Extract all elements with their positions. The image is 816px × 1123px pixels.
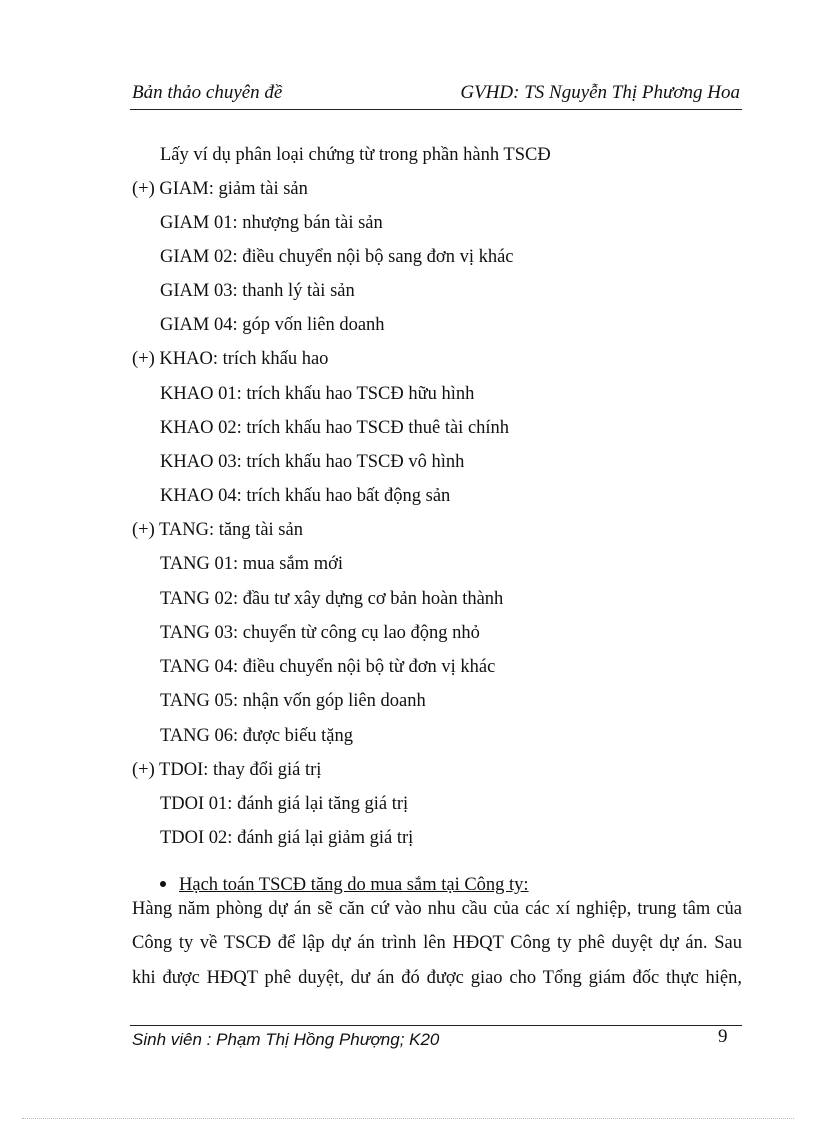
list-item: GIAM 03: thanh lý tài sản [160, 281, 355, 301]
paragraph-line: Công ty về TSCĐ để lập dự án trình lên HĐQT Công ty phê duyệt dự án. Sau [132, 933, 742, 953]
list-item: TANG 03: chuyển từ công cụ lao động nhỏ [160, 623, 480, 643]
category-giam: (+) GIAM: giảm tài sản [132, 179, 308, 199]
section-heading-text: Hạch toán TSCĐ tăng do mua sắm tại Công ty: [179, 875, 529, 895]
list-item: TANG 05: nhận vốn góp liên doanh [160, 691, 426, 711]
list-item: KHAO 01: trích khấu hao TSCĐ hữu hình [160, 384, 475, 404]
footer-divider [130, 1025, 742, 1026]
list-item: KHAO 04: trích khấu hao bất động sản [160, 486, 451, 506]
page-edge [22, 1118, 794, 1119]
header-supervisor: GVHD: TS Nguyễn Thị Phương Hoa [460, 82, 740, 103]
header-title: Bản thảo chuyên đề [132, 82, 283, 103]
intro-line: Lấy ví dụ phân loại chứng từ trong phần hành TSCĐ [160, 145, 551, 165]
category-tang: (+) TANG: tăng tài sản [132, 520, 303, 540]
bullet-icon [160, 881, 166, 887]
list-item: TANG 06: được biếu tặng [160, 726, 354, 746]
footer-student: Sinh viên : Phạm Thị Hồng Phượng; K20 [132, 1030, 440, 1049]
header-divider [130, 109, 742, 110]
list-item: KHAO 03: trích khấu hao TSCĐ vô hình [160, 452, 465, 472]
paragraph-line: Hàng năm phòng dự án sẽ căn cứ vào nhu cầu của các xí nghiệp, trung tâm của [132, 899, 742, 919]
list-item: TANG 02: đầu tư xây dựng cơ bản hoàn thành [160, 589, 504, 609]
page-number: 9 [718, 1026, 728, 1047]
list-item: TDOI 01: đánh giá lại tăng giá trị [160, 794, 409, 814]
list-item: TDOI 02: đánh giá lại giảm giá trị [160, 828, 414, 848]
list-item: GIAM 04: góp vốn liên doanh [160, 315, 385, 335]
list-item: TANG 04: điều chuyển nội bộ từ đơn vị khác [160, 657, 496, 677]
paragraph-line: khi được HĐQT phê duyệt, dư án đó được giao cho Tổng giám đốc thực hiện, [132, 968, 742, 988]
category-tdoi: (+) TDOI: thay đổi giá trị [132, 760, 322, 780]
category-khao: (+) KHAO: trích khấu hao [132, 349, 329, 369]
list-item: GIAM 01: nhượng bán tài sản [160, 213, 383, 233]
list-item: KHAO 02: trích khấu hao TSCĐ thuê tài chính [160, 418, 510, 438]
list-item: GIAM 02: điều chuyển nội bộ sang đơn vị khác [160, 247, 514, 267]
list-item: TANG 01: mua sắm mới [160, 554, 344, 574]
section-heading [160, 874, 529, 896]
